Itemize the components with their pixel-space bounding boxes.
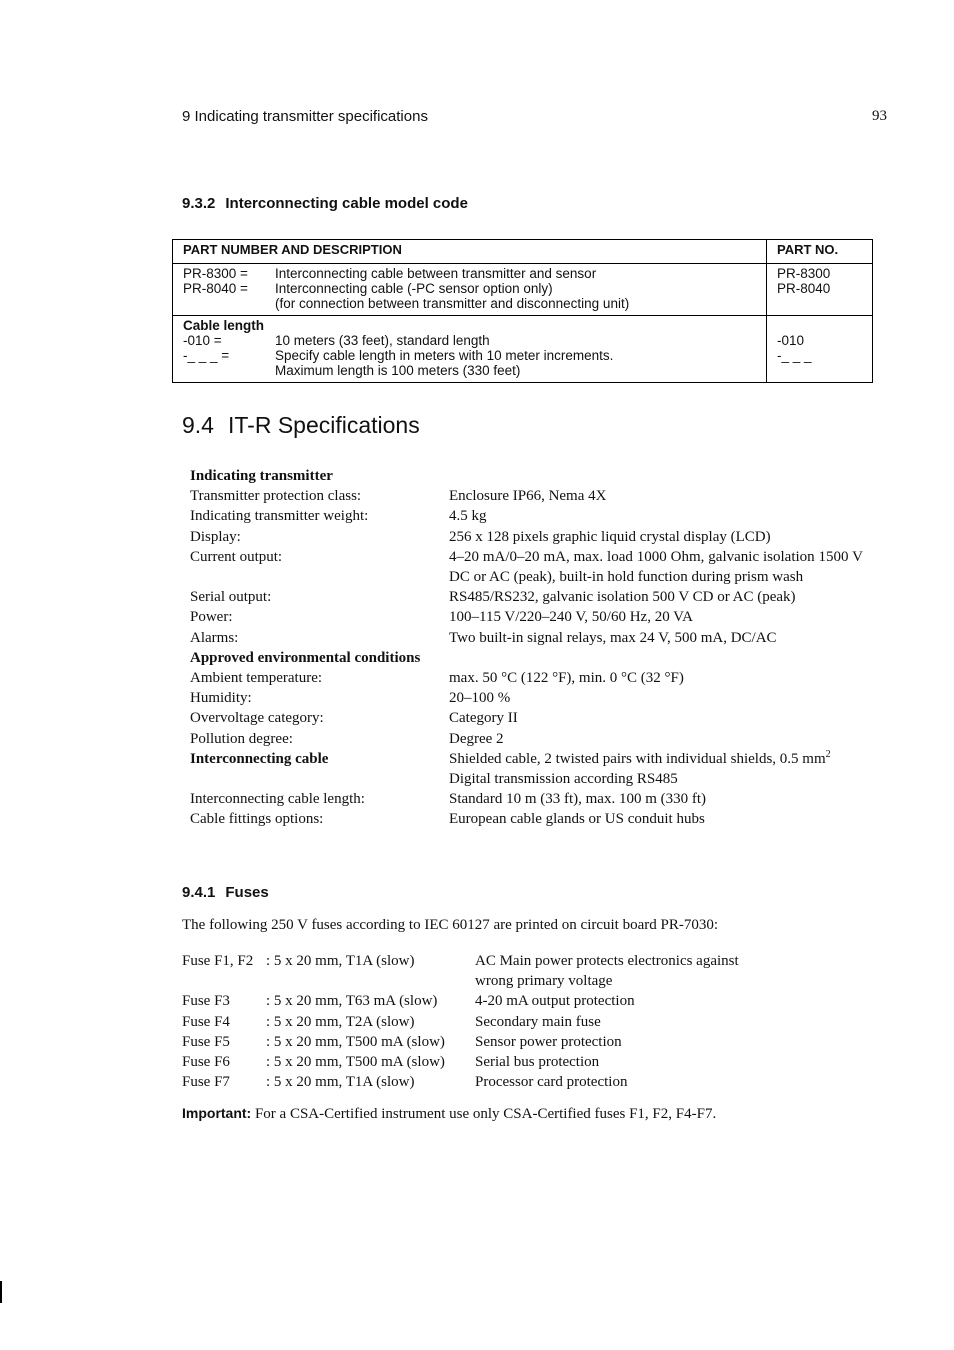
fuse-spec: : 5 x 20 mm, T500 mA (slow) <box>266 1033 445 1050</box>
code-value: -010 = <box>183 333 222 348</box>
fuse-name: Fuse F4 <box>182 1013 230 1030</box>
spec-row <box>190 486 863 506</box>
fuse-spec: : 5 x 20 mm, T1A (slow) <box>266 953 415 969</box>
code-row <box>183 333 756 348</box>
fuse-row <box>182 1052 765 1072</box>
code-row <box>183 348 756 363</box>
cable-model-code-table <box>172 239 873 383</box>
fuse-spec: : 5 x 20 mm, T1A (slow) <box>266 1074 415 1091</box>
code-description: (for connection between transmitter and disconnecting unit) <box>275 296 630 311</box>
spec-value: 256 x 128 pixels graphic liquid crystal display (LCD) <box>449 528 771 545</box>
section-number: 9.3.2 <box>182 195 216 212</box>
spec-row <box>190 668 863 688</box>
spec-value: max. 50 °C (122 °F), min. 0 °C (32 °F) <box>449 670 684 687</box>
fuses-intro: The following 250 V fuses according to IEC 60127 are printed on circuit board PR-7030: <box>182 917 719 933</box>
chapter-title: 9 Indicating transmitter specifications <box>182 108 428 125</box>
fuse-name: Fuse F1, F2 <box>182 953 254 969</box>
spec-value: 4–20 mA/0–20 mA, max. load 1000 Ohm, galvanic isolation 1500 V DC or AC (peak), built-in hold function during prism wash <box>449 548 863 586</box>
table-row <box>173 316 873 383</box>
spec-row <box>190 708 863 728</box>
spec-label: Ambient temperature: <box>190 670 323 687</box>
part-number: -_ _ _ <box>777 348 812 363</box>
fuse-name: Fuse F5 <box>182 1033 230 1050</box>
code-description: Interconnecting cable between transmitter and sensor <box>275 266 597 281</box>
spec-value <box>449 466 863 486</box>
spec-value: Category II <box>449 710 518 727</box>
spec-value <box>449 648 863 668</box>
page-number: 93 <box>872 108 887 124</box>
fuse-name: Fuse F7 <box>182 1074 230 1091</box>
spec-label: Overvoltage category: <box>190 710 324 727</box>
spec-row <box>190 607 863 627</box>
description-cell <box>173 316 767 383</box>
part-list <box>767 264 872 300</box>
spec-row <box>190 587 863 607</box>
table-header-row <box>173 240 873 264</box>
spec-row <box>190 628 863 648</box>
code-list <box>173 264 766 315</box>
description-cell <box>173 264 767 316</box>
section-title: Interconnecting cable model code <box>225 195 468 212</box>
code-description: 10 meters (33 feet), standard length <box>275 333 490 348</box>
code-row <box>183 296 756 311</box>
code-description: Interconnecting cable (-PC sensor option only) <box>275 281 553 296</box>
spec-value: 4.5 kg <box>449 508 487 525</box>
important-text: For a CSA-Certified instrument use only CSA-Certified fuses F1, F2, F4-F7. <box>254 1106 717 1122</box>
spec-row <box>190 648 863 668</box>
section-heading-9-3-2 <box>182 195 468 212</box>
spec-value: Enclosure IP66, Nema 4X <box>449 488 607 505</box>
part-number: PR-8040 <box>777 281 831 296</box>
spec-row <box>190 789 863 809</box>
group-heading: Cable length <box>183 318 265 333</box>
code-list <box>173 316 766 382</box>
part-cell <box>767 264 873 316</box>
fuse-spec: : 5 x 20 mm, T63 mA (slow) <box>266 993 438 1010</box>
spec-label: Display: <box>190 528 241 545</box>
fuse-description: 4-20 mA output protection <box>475 993 635 1010</box>
code-value <box>183 296 275 311</box>
code-description: Specify cable length in meters with 10 meter increments. <box>275 348 614 363</box>
part-number: -010 <box>777 333 805 348</box>
part-list <box>767 316 872 367</box>
spec-row <box>190 466 863 486</box>
col-header-part-no: PART NO. <box>767 240 873 264</box>
spec-value: RS485/RS232, galvanic isolation 500 V CD or AC (peak) <box>449 589 796 606</box>
part-number: PR-8300 <box>777 266 831 281</box>
section-number: 9.4.1 <box>182 884 216 901</box>
spec-value: 100–115 V/220–240 V, 50/60 Hz, 20 VA <box>449 609 693 626</box>
spec-value: Degree 2 <box>449 730 504 747</box>
section-title: IT-R Specifications <box>227 412 420 438</box>
section-heading-9-4-1 <box>182 884 269 901</box>
important-label: Important: <box>182 1105 252 1121</box>
spec-label: Interconnecting cable <box>190 750 329 767</box>
spec-label: Power: <box>190 609 233 626</box>
fuse-description: Serial bus protection <box>475 1054 600 1071</box>
spec-value: Digital transmission according RS485 <box>449 771 678 788</box>
superscript: 2 <box>825 748 831 760</box>
spec-label: Humidity: <box>190 690 252 707</box>
spec-row <box>190 527 863 547</box>
code-value: -_ _ _ = <box>183 348 230 363</box>
fuse-description: AC Main power protects electronics against wrong primary voltage <box>475 953 739 990</box>
spec-value: Shielded cable, 2 twisted pairs with individual shields, 0.5 $mm^2$ <box>449 748 831 767</box>
spec-value: Standard 10 m (33 ft), max. 100 m (330 ft) <box>449 791 707 808</box>
fuse-description: Secondary main fuse <box>475 1013 601 1030</box>
spec-row <box>190 729 863 749</box>
section-title: Fuses <box>225 884 269 901</box>
spec-label: Indicating transmitter weight: <box>190 508 369 525</box>
spec-row <box>190 809 863 829</box>
section-number: 9.4 <box>182 412 214 438</box>
fuse-row <box>182 991 765 1011</box>
specifications-list <box>190 466 863 830</box>
spec-label: Current output: <box>190 548 283 565</box>
spec-label: Interconnecting cable length: <box>190 791 365 808</box>
code-row <box>183 363 756 378</box>
spec-row <box>190 688 863 708</box>
col-header-description: PART NUMBER AND DESCRIPTION <box>173 240 767 264</box>
code-description: Maximum length is 100 meters (330 feet) <box>275 363 521 378</box>
code-row <box>183 281 756 296</box>
spec-label: Approved environmental conditions <box>190 649 421 666</box>
spec-value: Two built-in signal relays, max 24 V, 500 mA, DC/AC <box>449 629 777 646</box>
spec-row <box>190 749 863 769</box>
code-value: PR-8300 = <box>183 266 248 281</box>
spec-row <box>190 547 863 587</box>
table-row <box>173 264 873 316</box>
section-heading-9-4 <box>182 412 420 439</box>
spec-row <box>190 506 863 526</box>
fuse-row <box>182 1072 765 1092</box>
code-value <box>183 363 275 378</box>
fuse-row <box>182 1032 765 1052</box>
fuse-name: Fuse F3 <box>182 993 230 1010</box>
spec-value: European cable glands or US conduit hubs <box>449 811 705 828</box>
running-header <box>182 108 887 128</box>
code-value: PR-8040 = <box>183 281 248 296</box>
spec-label: Serial output: <box>190 589 272 606</box>
code-row <box>183 266 756 281</box>
fuse-name: Fuse F6 <box>182 1054 230 1071</box>
spec-row <box>190 769 863 789</box>
spec-label <box>190 769 449 789</box>
important-note <box>182 1105 716 1123</box>
spec-label: Pollution degree: <box>190 730 293 747</box>
fuse-description: Sensor power protection <box>475 1033 622 1050</box>
spec-label: Alarms: <box>190 629 239 646</box>
fuse-description: Processor card protection <box>475 1074 628 1091</box>
spec-value: 20–100 % <box>449 690 511 707</box>
spec-label: Cable fittings options: <box>190 811 324 828</box>
fuse-spec: : 5 x 20 mm, T2A (slow) <box>266 1013 415 1030</box>
fuse-row <box>182 1012 765 1032</box>
part-spacer <box>777 318 862 333</box>
fuse-spec: : 5 x 20 mm, T500 mA (slow) <box>266 1054 445 1071</box>
spec-label: Transmitter protection class: <box>190 488 362 505</box>
fuse-row <box>182 951 765 991</box>
part-cell <box>767 316 873 383</box>
fuse-list <box>182 951 765 1092</box>
spec-label: Indicating transmitter <box>190 468 333 484</box>
margin-bar <box>0 1281 2 1303</box>
